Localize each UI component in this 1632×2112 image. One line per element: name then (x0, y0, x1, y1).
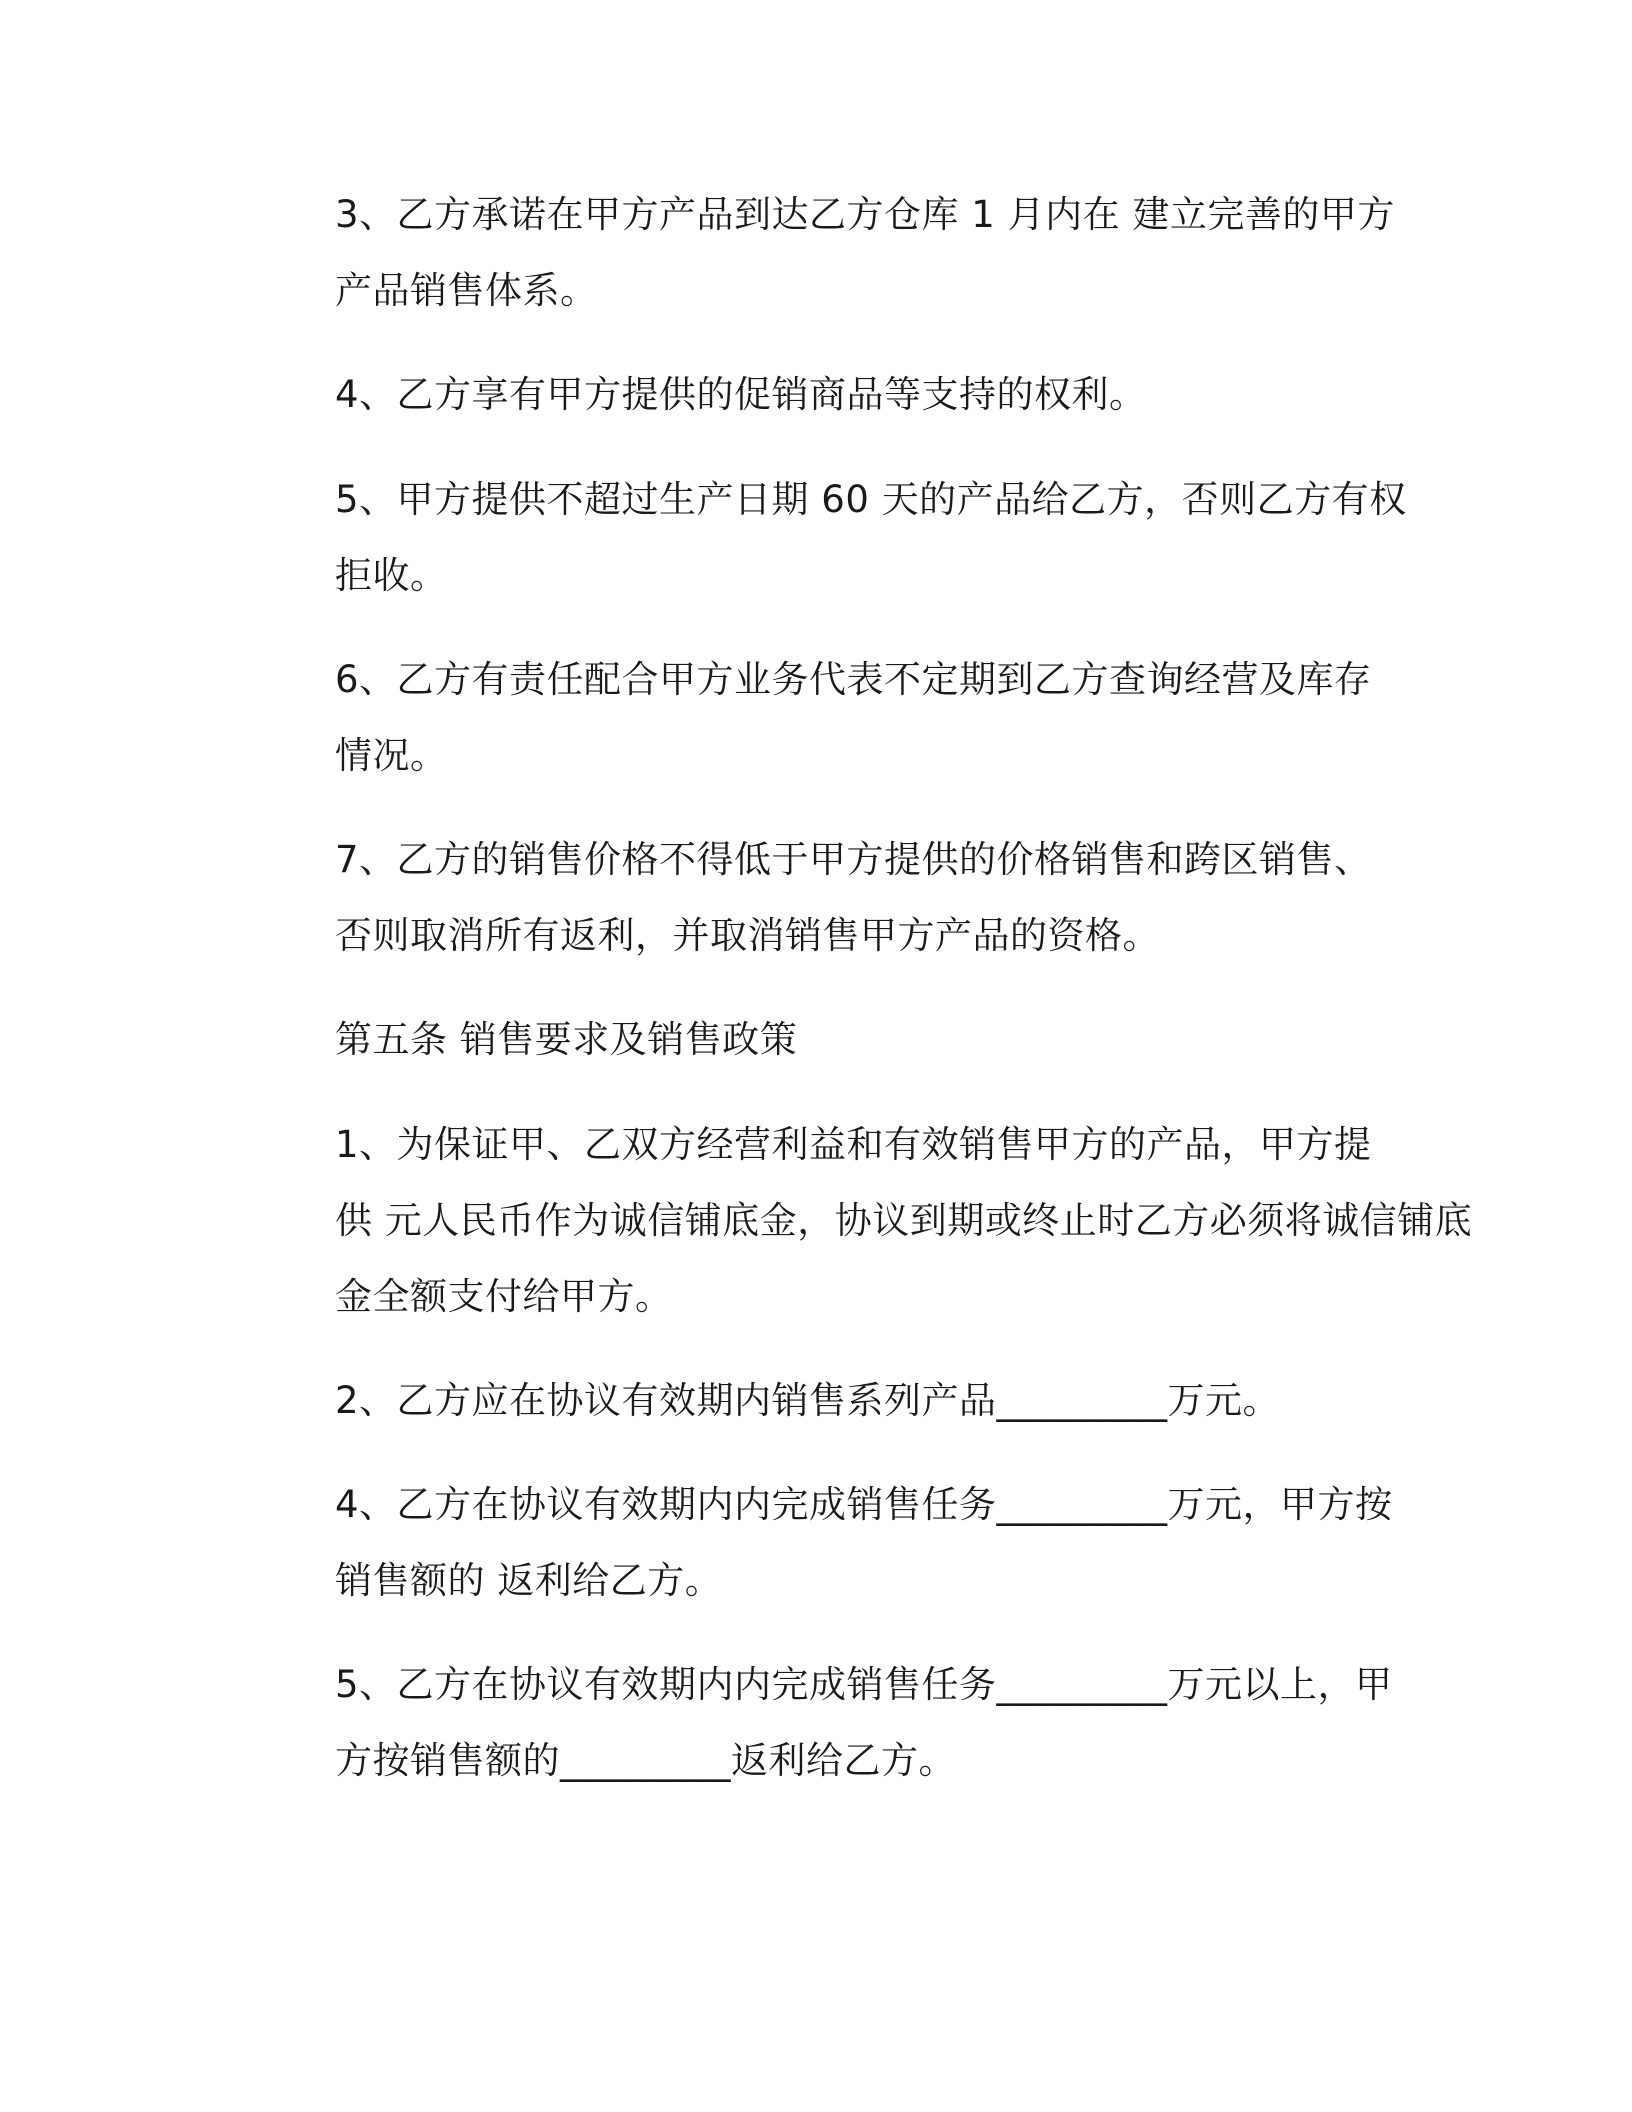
clause-3-paragraph (240, 177, 1395, 329)
text-line: 2、乙方应在协议有效期内销售系列产品_________万元。 (335, 1379, 1281, 1422)
section-5-heading (240, 1002, 1380, 1078)
section-5-clause-4-paragraph (240, 1467, 1393, 1619)
text-line: 否则取消所有返利，并取消销售甲方产品的资格。 (335, 914, 1160, 957)
text-line: 方按销售额的_________返利给乙方。 (335, 1739, 956, 1782)
text-line: 金全额支付给甲方。 (335, 1275, 673, 1318)
text-line: 4、乙方享有甲方提供的促销商品等支持的权利。 (335, 373, 1147, 416)
clause-5-paragraph (240, 462, 1407, 614)
text-line: 销售额的 返利给乙方。 (335, 1559, 723, 1602)
text-line: 拒收。 (335, 554, 448, 597)
section-5-clause-2-paragraph (240, 1363, 1380, 1439)
text-line: 3、乙方承诺在甲方产品到达乙方仓库 1 月内在 建立完善的甲方 (335, 193, 1395, 236)
text-line: 产品销售体系。 (335, 269, 598, 312)
text-line: 7、乙方的销售价格不得低于甲方提供的价格销售和跨区销售、 (335, 838, 1372, 881)
text-line: 5、甲方提供不超过生产日期 60 天的产品给乙方，否则乙方有权 (335, 478, 1407, 521)
text-line: 5、乙方在协议有效期内内完成销售任务_________万元以上，甲 (335, 1663, 1393, 1706)
text-line: 4、乙方在协议有效期内内完成销售任务_________万元，甲方按 (335, 1483, 1393, 1526)
text-line: 情况。 (335, 734, 448, 777)
text-line: 6、乙方有责任配合甲方业务代表不定期到乙方查询经营及库存 (335, 658, 1372, 701)
clause-6-paragraph (240, 642, 1380, 794)
text-line: 供 元人民币作为诚信铺底金，协议到期或终止时乙方必须将诚信铺底 (335, 1199, 1473, 1242)
section-5-clause-1-paragraph (240, 1107, 1473, 1335)
section-heading-text: 第五条 销售要求及销售政策 (335, 1018, 798, 1061)
section-5-clause-5-paragraph (240, 1647, 1393, 1799)
clause-4-paragraph (240, 357, 1380, 433)
clause-7-paragraph (240, 822, 1380, 974)
text-line: 1、为保证甲、乙双方经营利益和有效销售甲方的产品，甲方提 (335, 1123, 1372, 1166)
